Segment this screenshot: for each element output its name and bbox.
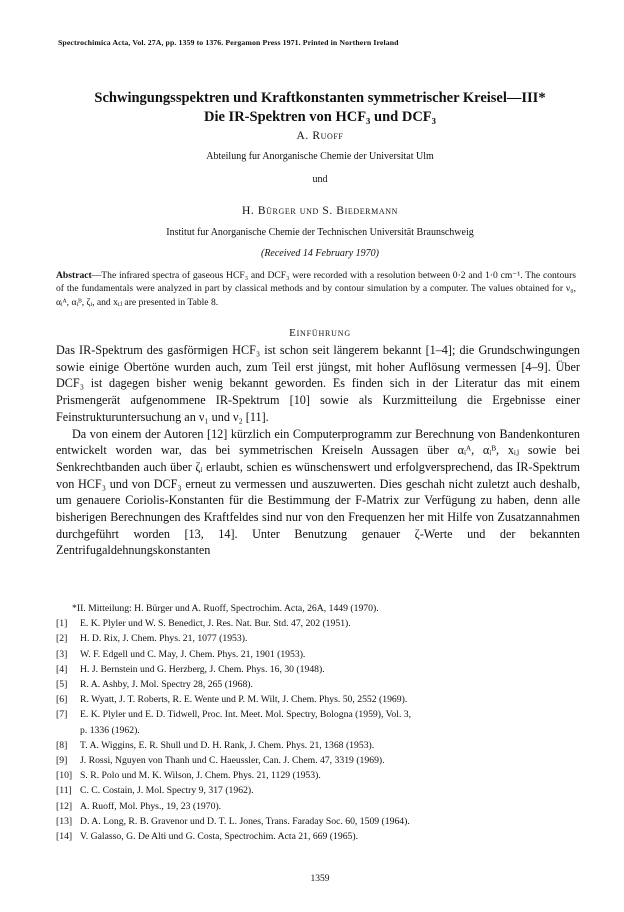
reference-item xyxy=(56,707,580,722)
reference-item xyxy=(56,753,580,768)
reference-number: [3] xyxy=(56,648,68,660)
reference-number: [13] xyxy=(56,815,73,827)
reference-number: [2] xyxy=(56,633,68,645)
page-number: 1359 xyxy=(310,874,330,884)
reference-item xyxy=(56,829,580,844)
reference-number: [11] xyxy=(56,785,72,797)
reference-number: [5] xyxy=(56,679,68,691)
reference-number: [12] xyxy=(56,800,73,812)
footnotes xyxy=(56,601,580,844)
paragraph-2: Da von einem der Autoren [12] kürzlich ein Computerprogramm zur Berechnung von Bandenkonturen entwickelt worden war, das bei symmetrischen Kreiseln Aussagen über αᵢᴬ, αᵢᴮ, xᵢⱼ sowie bei Senkrechtbanden auch über ζᵢ erlaubt, schien es wünschenswert und erfolgversprechend, das IR-Spektrum von HCF₃ und von DCF₃ erneut zu vermessen und auszuwerten. Dies geschah nicht zuletzt auch deshalb, um genauere Coriolis-Konstanten für die Bestimmung der F-Matrix zur Verfügung zu haben, denn alle bisherigen Berechnungen des Kraftfeldes sind nur von den Frequenzen her mit Hilfe von Zusatzannahmen durchgeführt worden [13, 14]. Unter Benutzung genauer ζ-Werte und der bekannten Zentrifugaldehnungskonstanten xyxy=(56,426,580,558)
title-line-1: Schwingungsspektren und Kraftkonstanten symmetrischer Kreisel—III* xyxy=(94,90,546,106)
reference-number: [10] xyxy=(56,770,73,782)
reference-item xyxy=(56,738,580,753)
reference-item xyxy=(56,647,580,662)
reference-item xyxy=(56,616,580,631)
reference-text: R. A. Ashby, J. Mol. Spectry 28, 265 (1968). xyxy=(80,679,253,691)
reference-text: H. J. Bernstein und G. Herzberg, J. Chem. Phys. 16, 30 (1948). xyxy=(80,663,325,675)
section-heading: Einführung xyxy=(289,327,351,339)
reference-number: [14] xyxy=(56,831,73,843)
reference-text: R. Wyatt, J. T. Roberts, R. E. Wente und P. M. Wilt, J. Chem. Phys. 50, 2552 (1969). xyxy=(80,694,408,706)
abstract xyxy=(56,269,576,309)
reference-text: T. A. Wiggins, E. R. Shull und D. H. Rank, J. Chem. Phys. 21, 1368 (1953). xyxy=(80,739,375,751)
reference-item xyxy=(56,814,580,829)
body-text xyxy=(56,342,580,559)
reference-text: V. Galasso, G. De Alti und G. Costa, Spectrochim. Acta 21, 669 (1965). xyxy=(80,831,359,843)
reference-item xyxy=(56,768,580,783)
reference-continuation: p. 1336 (1962). xyxy=(80,724,140,736)
footnote-mitteilung: *II. Mitteilung: H. Bürger und A. Ruoff, Spectrochim. Acta, 26A, 1449 (1970). xyxy=(72,603,379,614)
reference-text: A. Ruoff, Mol. Phys., 19, 23 (1970). xyxy=(80,800,222,812)
reference-number: [9] xyxy=(56,755,68,767)
reference-number: [4] xyxy=(56,663,68,675)
title-line-2: Die IR-Spektren von HCF₃ und DCF₃ xyxy=(204,109,436,125)
reference-number: [7] xyxy=(56,709,68,721)
abstract-label: Abstract xyxy=(56,270,92,281)
paragraph-1: Das IR-Spektrum des gasförmigen HCF₃ ist schon seit längerem bekannt [1–4]; die Grundschwingungen sowie einige Obertöne wurden auch, zum Teil erst jüngst, mit hoher Auflösung vermessen [4–9]. Über DCF₃ ist dagegen bisher wenig bekannt geworden. Es finden sich in der Literatur das mit einem Prismengerät aufgenommene IR-Spektrum [10] sowie als Kurzmitteilung die Ergebnisse einer Feinstrukturuntersuchung an ν₁ und ν₂ [11]. xyxy=(56,343,580,424)
reference-text: E. K. Plyler und W. S. Benedict, J. Res. Nat. Bur. Std. 47, 202 (1951). xyxy=(80,618,351,630)
reference-list xyxy=(56,616,580,844)
reference-text: E. K. Plyler und E. D. Tidwell, Proc. Int. Meet. Mol. Spectry, Bologna (1959), Vol. 3, xyxy=(80,709,412,721)
journal-header: Spectrochimica Acta, Vol. 27A, pp. 1359 to 1376. Pergamon Press 1971. Printed in Northern Ireland xyxy=(58,38,399,47)
reference-number: [6] xyxy=(56,694,68,706)
reference-number: [1] xyxy=(56,618,68,630)
received-date: (Received 14 February 1970) xyxy=(260,248,379,259)
affiliation-1: Abteilung fur Anorganische Chemie der Universitat Ulm xyxy=(206,151,434,162)
reference-text: H. D. Rix, J. Chem. Phys. 21, 1077 (1953). xyxy=(80,633,248,645)
reference-text: S. R. Polo und M. K. Wilson, J. Chem. Phys. 21, 1129 (1953). xyxy=(80,770,321,782)
reference-text: C. C. Costain, J. Mol. Spectry 9, 317 (1962). xyxy=(80,785,254,797)
reference-item xyxy=(56,799,580,814)
reference-item xyxy=(56,677,580,692)
affiliation-2: Institut fur Anorganische Chemie der Technischen Universität Braunschweig xyxy=(166,227,474,238)
author-1: A. Ruoff xyxy=(296,130,344,142)
reference-item xyxy=(56,662,580,677)
paper-title xyxy=(40,89,600,127)
reference-item xyxy=(56,783,580,798)
reference-text: W. F. Edgell und C. May, J. Chem. Phys. 21, 1901 (1953). xyxy=(80,648,306,660)
und-separator: und xyxy=(312,174,328,185)
reference-text: D. A. Long, R. B. Gravenor und D. T. L. Jones, Trans. Faraday Soc. 60, 1509 (1964). xyxy=(80,815,410,827)
reference-item xyxy=(56,692,580,707)
reference-number: [8] xyxy=(56,739,68,751)
abstract-text: —The infrared spectra of gaseous HCF₃ and DCF₃ were recorded with a resolution between 0·2 and 1·0 cm⁻¹. The contours of the fundamentals were analyzed in part by classical methods and by contour simulation by a computer. The values obtained for ν₀, αᵢᴬ, αᵢᴮ, ζᵢ, and xᵢⱼ are presented in Table 8. xyxy=(56,270,576,308)
authors-2: H. Bürger und S. Biedermann xyxy=(242,205,398,217)
reference-text: J. Rossi, Nguyen von Thanh und C. Haeussler, Can. J. Chem. 47, 3319 (1969). xyxy=(80,755,385,767)
reference-item xyxy=(56,631,580,646)
